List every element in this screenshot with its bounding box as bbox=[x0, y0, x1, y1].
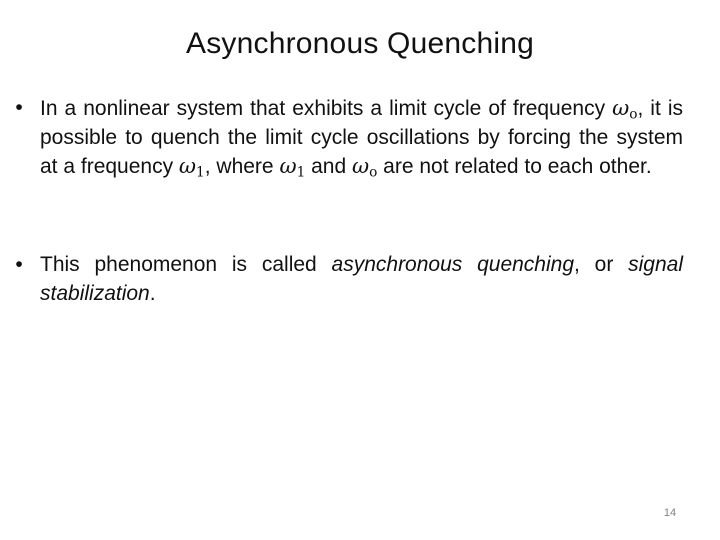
bullet-text: This phenomenon is called bbox=[40, 253, 332, 276]
omega-1-symbol: $\omega_1$ bbox=[279, 154, 306, 181]
bullet-item-phenomenon bbox=[15, 251, 683, 308]
bullet-text: In a nonlinear system that exhibits a limit cycle of frequency bbox=[40, 97, 613, 120]
bullet-text: are not related to each other. bbox=[377, 155, 652, 178]
page-number: 14 bbox=[663, 507, 677, 519]
bullet-text: and bbox=[305, 155, 352, 178]
bullet-marker: • bbox=[15, 253, 23, 276]
slide-title: Asynchronous Quenching bbox=[186, 27, 534, 60]
bullet-marker: • bbox=[15, 96, 23, 119]
bullet-text: , it is possible to quench the limit cycle oscillations by forcing the system at a frequency bbox=[40, 97, 683, 178]
term-asynchronous-quenching: asynchronous quenching bbox=[331, 253, 574, 276]
term-signal-stabilization: signal stabilization bbox=[40, 253, 683, 305]
bullet-text: , where bbox=[204, 155, 280, 178]
bullet-text: , or bbox=[574, 253, 629, 276]
bullet-item-limit-cycle bbox=[15, 94, 683, 182]
omega-o-symbol: $\omega_o$ bbox=[612, 96, 638, 123]
bullet-text: . bbox=[149, 281, 156, 305]
omega-o-symbol: $\omega_o$ bbox=[351, 154, 378, 181]
omega-1-symbol: $\omega_1$ bbox=[178, 154, 205, 181]
